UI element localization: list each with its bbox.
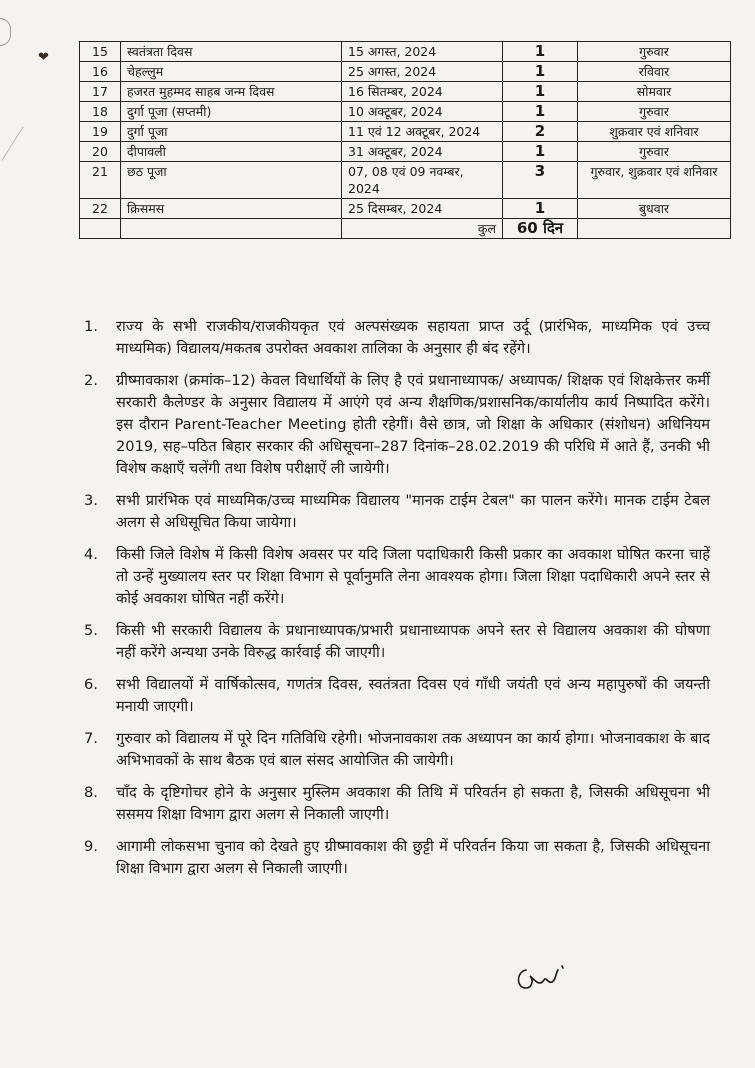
note-number: 7.: [84, 730, 98, 747]
holiday-date-cell: 11 एवं 12 अक्टूबर, 2024: [342, 122, 503, 142]
total-empty-cell: [121, 219, 342, 239]
weekday-cell: रविवार: [578, 62, 731, 82]
holiday-name-cell: क्रिसमस: [121, 199, 342, 219]
holiday-days-cell: 1: [503, 82, 578, 102]
note-item: [84, 370, 710, 480]
serial-number-cell: 21: [80, 162, 121, 199]
weekday-cell: सोमवार: [578, 82, 731, 102]
note-item: [84, 836, 710, 880]
note-number: 6.: [84, 676, 98, 693]
weekday-cell: गुरुवार, शुक्रवार एवं शनिवार: [578, 162, 731, 199]
total-empty-cell: [578, 219, 731, 239]
note-item: [84, 316, 710, 360]
holiday-days-cell: 1: [503, 42, 578, 62]
table-row: [80, 162, 731, 199]
holiday-days-cell: 1: [503, 62, 578, 82]
holiday-name-cell: दुर्गा पूजा (सप्तमी): [121, 102, 342, 122]
note-number: 3.: [84, 492, 98, 509]
instruction-notes-list: [84, 316, 710, 890]
total-row: [80, 219, 731, 239]
holiday-name-cell: दुर्गा पूजा: [121, 122, 342, 142]
note-number: 8.: [84, 784, 98, 801]
holiday-name-cell: छठ पूजा: [121, 162, 342, 199]
holiday-date-cell: 25 दिसम्बर, 2024: [342, 199, 503, 219]
note-item: [84, 490, 710, 534]
holiday-days-cell: 1: [503, 199, 578, 219]
total-empty-cell: [80, 219, 121, 239]
holiday-days-cell: 1: [503, 102, 578, 122]
note-text: चाँद के दृष्टिगोचर होने के अनुसार मुस्लिम अवकाश की तिथि में परिवर्तन हो सकता है, जिसकी अधिसूचना भी ससमय शिक्षा विभाग द्वारा अलग से निकाली जाएगी।: [116, 784, 710, 823]
heart-doodle-icon: ❤: [38, 50, 49, 65]
holiday-table-body: [80, 42, 731, 239]
note-item: [84, 620, 710, 664]
holiday-days-cell: 1: [503, 142, 578, 162]
signature-scribble: [512, 962, 572, 994]
note-text: राज्य के सभी राजकीय/राजकीयकृत एवं अल्पसंख्यक सहायता प्राप्त उर्दू (प्रारंभिक, माध्यमिक एवं उच्च माध्यमिक) विद्यालय/मकतब उपरोक्त अवकाश तालिका के अनुसार ही बंद रहेंगे।: [116, 318, 710, 357]
table-row: [80, 62, 731, 82]
holiday-days-cell: 2: [503, 122, 578, 142]
margin-binding-mark: [0, 18, 11, 46]
serial-number-cell: 22: [80, 199, 121, 219]
total-label-cell: कुल: [342, 219, 503, 239]
serial-number-cell: 18: [80, 102, 121, 122]
weekday-cell: गुरुवार: [578, 102, 731, 122]
weekday-cell: गुरुवार: [578, 42, 731, 62]
serial-number-cell: 19: [80, 122, 121, 142]
note-number: 4.: [84, 546, 98, 563]
table-row: [80, 42, 731, 62]
holiday-date-cell: 16 सितम्बर, 2024: [342, 82, 503, 102]
total-days-cell: 60 दिन: [503, 219, 578, 239]
margin-pencil-stroke: [2, 126, 24, 160]
holiday-date-cell: 07, 08 एवं 09 नवम्बर, 2024: [342, 162, 503, 199]
note-text: किसी जिले विशेष में किसी विशेष अवसर पर यदि जिला पदाधिकारी किसी प्रकार का अवकाश घोषित करना चाहें तो उन्हें मुख्यालय स्तर पर शिक्षा विभाग से पूर्वानुमति लेना आवश्यक होगा। जिला शिक्षा पदाधिकारी अपने स्तर से कोई अवकाश घोषित नहीं करेंगे।: [116, 546, 710, 607]
serial-number-cell: 16: [80, 62, 121, 82]
table-row: [80, 82, 731, 102]
note-item: [84, 544, 710, 610]
weekday-cell: बुधवार: [578, 199, 731, 219]
note-text: गुरुवार को विद्यालय में पूरे दिन गतिविधि रहेगी। भोजनावकाश तक अध्यापन का कार्य होगा। भोजनावकाश के बाद अभिभावकों के साथ बैठक एवं बाल संसद आयोजित की जायेगी।: [116, 730, 710, 769]
table-row: [80, 102, 731, 122]
serial-number-cell: 20: [80, 142, 121, 162]
note-text: ग्रीष्मावकाश (क्रमांक–12) केवल विधार्थियों के लिए है एवं प्रधानाध्यापक/ अध्यापक/ शिक्षक एवं शिक्षकेत्तर कर्मी सरकारी कैलेण्डर के अनुसार विद्यालय में आएंगे एवं अन्य शैक्षणिक/प्रशासनिक/कार्यालीय कार्य निष्पादित करेंगे। इस दौरान Parent-Teacher Meeting होती रहेगीं। वैसे छात्र, जो शिक्षा के अधिकार (संशोधन) अधिनियम 2019, सह–पठित बिहार सरकार की अधिसूचना–287 दिनांक–28.02.2019 की परिधि में आते हैं, उनकी भी विशेष कक्षाएँ चलेंगी तथा विशेष परीक्षाऐं ली जायेगी।: [116, 372, 710, 477]
note-item: [84, 674, 710, 718]
holiday-date-cell: 31 अक्टूबर, 2024: [342, 142, 503, 162]
holiday-date-cell: 15 अगस्त, 2024: [342, 42, 503, 62]
table-row: [80, 122, 731, 142]
table-row: [80, 142, 731, 162]
note-number: 1.: [84, 318, 98, 335]
note-number: 2.: [84, 372, 98, 389]
note-item: [84, 728, 710, 772]
table-row: [80, 199, 731, 219]
holiday-name-cell: हजरत मुहम्मद साहब जन्म दिवस: [121, 82, 342, 102]
note-text: सभी विद्यालयों में वार्षिकोत्सव, गणतंत्र दिवस, स्वतंत्रता दिवस एवं गाँधी जयंती एवं अन्य महापुरुषों की जयन्ती मनायी जाएगी।: [116, 676, 710, 715]
holiday-date-cell: 25 अगस्त, 2024: [342, 62, 503, 82]
holiday-name-cell: स्वतंत्रता दिवस: [121, 42, 342, 62]
weekday-cell: शुक्रवार एवं शनिवार: [578, 122, 731, 142]
serial-number-cell: 17: [80, 82, 121, 102]
serial-number-cell: 15: [80, 42, 121, 62]
note-number: 5.: [84, 622, 98, 639]
holiday-table: [79, 41, 731, 239]
holiday-days-cell: 3: [503, 162, 578, 199]
weekday-cell: गुरुवार: [578, 142, 731, 162]
holiday-date-cell: 10 अक्टूबर, 2024: [342, 102, 503, 122]
holiday-name-cell: दीपावली: [121, 142, 342, 162]
note-text: किसी भी सरकारी विद्यालय के प्रधानाध्यापक/प्रभारी प्रधानाध्यापक अपने स्तर से विद्यालय अवकाश की घोषणा नहीं करेंगे अन्यथा उनके विरुद्ध कार्रवाई की जाएगी।: [116, 622, 710, 661]
note-text: सभी प्रारंभिक एवं माध्यमिक/उच्च माध्यमिक विद्यालय "मानक टाईम टेबल" का पालन करेंगे। मानक टाईम टेबल अलग से अधिसूचित किया जायेगा।: [116, 492, 710, 531]
note-text: आगामी लोकसभा चुनाव को देखते हुए ग्रीष्मावकाश की छुट्टी में परिवर्तन किया जा सकता है, जिसकी अधिसूचना शिक्षा विभाग द्वारा अलग से निकाली जाएगी।: [116, 838, 710, 877]
note-number: 9.: [84, 838, 98, 855]
holiday-name-cell: चेहल्लुम: [121, 62, 342, 82]
note-item: [84, 782, 710, 826]
